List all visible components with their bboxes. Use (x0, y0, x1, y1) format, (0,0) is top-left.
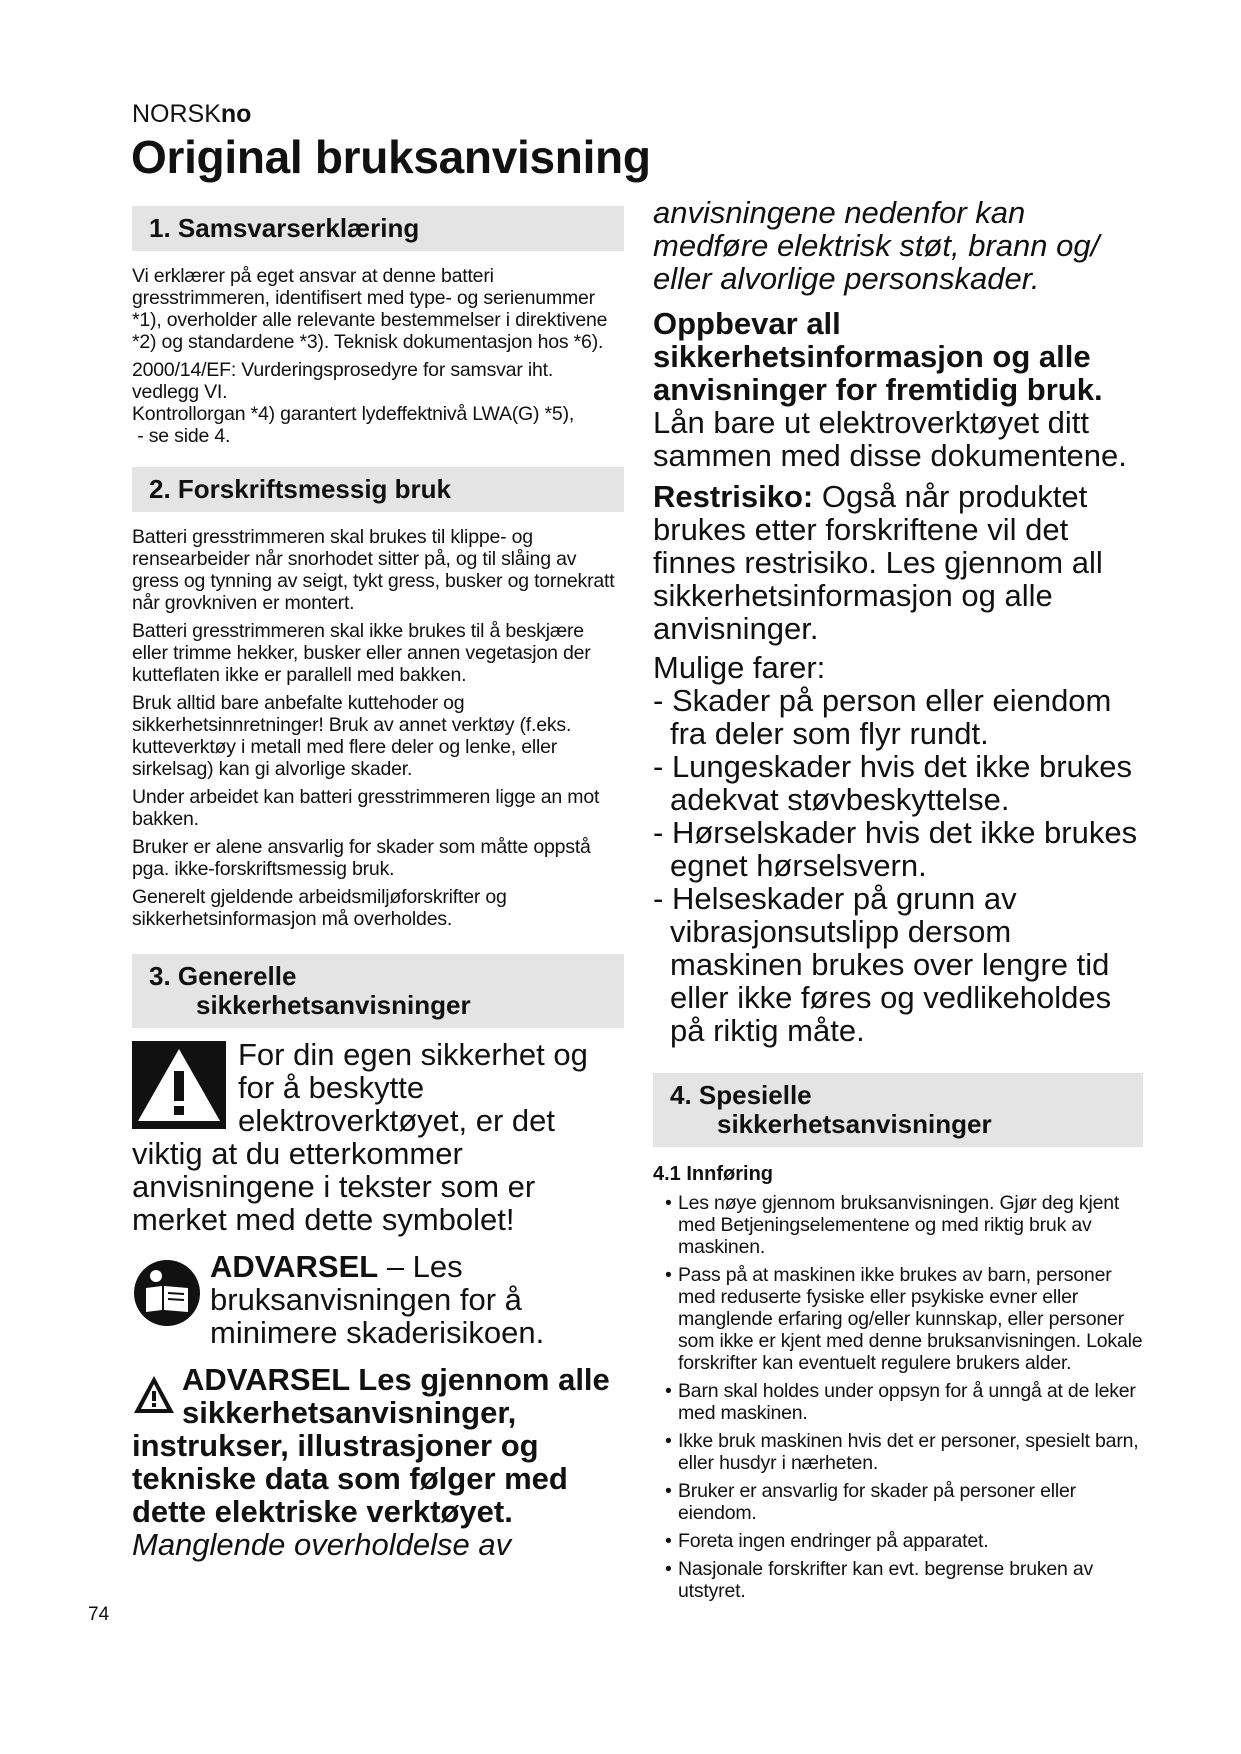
list-item: • Bruker er ansvarlig for skader på personer eller eiendom. (665, 1480, 1076, 1524)
list-item: • Barn skal holdes under oppsyn for å unngå at de leker med maskinen. (665, 1380, 1136, 1424)
section-4-heading-line2: sikkerhetsanvisninger (717, 1109, 992, 1139)
section-4-heading-line1: 4. Spesielle (670, 1080, 812, 1110)
list-item: • Foreta ingen endringer på apparatet. (665, 1530, 989, 1552)
warning-text: – Les bruksanvisningen for å minimere skaderisikoen. (210, 1249, 545, 1350)
sec2-paragraph: Bruk alltid bare anbefalte kuttehoder og sikkerhetsinnretninger! Bruk av annet verktøy (f.eks. kutteverktøy i metall med flere deler og lenke, eller sirkelsag) kan gi alvorlige skader. (132, 692, 572, 780)
safety-symbol-block (132, 1038, 624, 1236)
sec1-paragraph: Vi erklærer på eget ansvar at denne batteri gresstrimmeren, identifisert med type- og serienummer *1), overholder alle relevante bestemmelser i direktivene *2) og standardene *3). Teknisk dokumentasjon hos *6). (132, 265, 608, 353)
left-column (132, 206, 624, 1561)
hazard-text: Skader på person eller eiendom fra deler som flyr rundt. (670, 683, 1112, 751)
sec1-paragraph: Kontrollorgan *4) garantert lydeffektnivå LWA(G) *5), (132, 403, 575, 425)
sec2-paragraph: Under arbeidet kan batteri gresstrimmeren ligge an mot bakken. (132, 786, 600, 830)
safety-symbol-text: For din egen sikkerhet og for å beskytte elektroverktøyet, er det viktig at du etterkommer anvisningene i tekster som er merket med dette symbolet! (132, 1037, 588, 1237)
residual-risk-label: Restrisiko: (653, 479, 814, 514)
list-item-text: Bruker er ansvarlig for skader på personer eller eiendom. (678, 1480, 1076, 1524)
hazards-list (653, 684, 1143, 1047)
introduction-list (653, 1192, 1143, 1602)
page-title: Original bruksanvisning (131, 131, 651, 183)
residual-risk-text (653, 480, 1143, 645)
residual-risk-body: Også når produktet brukes etter forskriftene vil det finnes restrisiko. Les gjennom all sikkerhetsinformasjon og alle anvisninger. (653, 479, 1103, 646)
section-4-heading (653, 1073, 1143, 1147)
warning-icon (132, 1373, 176, 1417)
hazard-item: - Hørselskader hvis det ikke brukes egnet hørselsvern. (653, 815, 1138, 883)
section-2-heading: 2. Forskriftsmessig bruk (132, 467, 624, 512)
hazards-title: Mulige farer: (653, 650, 826, 685)
sec1-paragraph: 2000/14/EF: Vurderingsprosedyre for samsvar iht. vedlegg VI. (132, 359, 554, 403)
list-item: • Les nøye gjennom bruksanvisningen. Gjør deg kjent med Betjeningselementene og med riktig bruk av maskinen. (665, 1192, 1120, 1258)
subsection-4-1-heading: 4.1 Innføring (653, 1163, 773, 1185)
hazard-text: Hørselskader hvis det ikke brukes egnet hørselsvern. (670, 815, 1138, 883)
hazard-text: Lungeskader hvis det ikke brukes adekvat støvbeskyttelse. (670, 749, 1133, 817)
section-3-heading-line2: sikkerhetsanvisninger (196, 990, 471, 1020)
language-label (132, 100, 251, 129)
list-item-text: Barn skal holdes under oppsyn for å unngå at de leker med maskinen. (678, 1380, 1136, 1424)
sec2-paragraph: Generelt gjeldende arbeidsmiljøforskrifter og sikkerhetsinformasjon må overholdes. (132, 886, 507, 930)
sec2-paragraph: Batteri gresstrimmeren skal brukes til klippe- og rensearbeider når snorhodet sitter på, og til slåing av gress og tynning av seigt, tykt gress, busker og tornekratt når grovkniven er montert. (132, 526, 615, 614)
list-item-text: Pass på at maskinen ikke brukes av barn, personer med reduserte fysiske eller psykiske evner eller manglende erfaring og/eller kunnskap, eller personer som ikke er kjent med denne bruksanvisningen. Lokale forskrifter kan eventuelt regulere brukers alder. (678, 1264, 1143, 1374)
list-item: • Nasjonale forskrifter kan evt. begrense bruken av utstyret. (665, 1558, 1094, 1602)
list-item-text: Les nøye gjennom bruksanvisningen. Gjør deg kjent med Betjeningselementene og med riktig bruk av maskinen. (678, 1192, 1120, 1258)
list-item-text: Foreta ingen endringer på apparatet. (678, 1530, 989, 1552)
sec1-paragraph: - se side 4. (132, 425, 231, 447)
sec2-paragraph: Bruker er alene ansvarlig for skader som måtte oppstå pga. ikke-forskriftsmessig bruk. (132, 836, 591, 880)
list-item: • Ikke bruk maskinen hvis det er personer, spesielt barn, eller husdyr i nærheten. (665, 1430, 1139, 1474)
read-manual-warning (132, 1250, 624, 1349)
section-3-heading-line1: 3. Generelle (149, 961, 297, 991)
keep-instructions-text: Oppbevar all sikkerhetsinformasjon og alle anvisninger for fremtidig bruk. (653, 306, 1103, 407)
list-item-text: Ikke bruk maskinen hvis det er personer, spesielt barn, eller husdyr i nærheten. (678, 1430, 1139, 1474)
hazard-item: - Helseskader på grunn av vibrasjonsutslipp dersom maskinen brukes over lengre tid eller ikke føres og vedlikeholdes på riktig måte. (653, 881, 1112, 1048)
hazard-item: - Lungeskader hvis det ikke brukes adekvat støvbeskyttelse. (653, 749, 1133, 817)
warning-text-bold: ADVARSEL Les gjennom alle sikkerhetsanvisninger, instrukser, illustrasjoner og tekniske data som følger med dette elektriske verktøyet. (132, 1362, 610, 1529)
section-1-heading: 1. Samsvarserklæring (132, 206, 624, 251)
warning-text-italic: Manglende overholdelse av (132, 1527, 512, 1562)
sec2-paragraph: Batteri gresstrimmeren skal ikke brukes til å beskjære eller trimme hekker, busker eller annen vegetasjon der kutteflaten ikke er parallell med bakken. (132, 620, 591, 686)
read-manual-icon (132, 1258, 202, 1328)
hazard-text: Helseskader på grunn av vibrasjonsutslipp dersom maskinen brukes over lengre tid eller ikke føres og vedlikeholdes på riktig måte. (670, 881, 1112, 1048)
language-code: no (220, 100, 252, 128)
warning-text-italic-continued: anvisningene nedenfor kan medføre elektrisk støt, brann og/ eller alvorlige personskader. (653, 195, 1100, 296)
general-warning (132, 1363, 624, 1561)
warning-label: ADVARSEL (210, 1249, 379, 1284)
list-item: • Pass på at maskinen ikke brukes av barn, personer med reduserte fysiske eller psykiske evner eller manglende erfaring og/eller kunnskap, eller personer som ikke er kjent med denne bruksanvisningen. Lokale forskrifter kan eventuelt regulere brukers alder. (665, 1264, 1143, 1374)
page-number: 74 (88, 1604, 110, 1625)
right-column (653, 196, 1143, 1608)
lend-tool-text: Lån bare ut elektroverktøyet ditt sammen med disse dokumentene. (653, 405, 1127, 473)
language-name: NORSK (132, 100, 221, 128)
warning-triangle-icon (132, 1041, 226, 1129)
section-3-heading (132, 954, 624, 1028)
hazard-item: - Skader på person eller eiendom fra deler som flyr rundt. (653, 683, 1112, 751)
list-item-text: Nasjonale forskrifter kan evt. begrense bruken av utstyret. (678, 1558, 1094, 1602)
